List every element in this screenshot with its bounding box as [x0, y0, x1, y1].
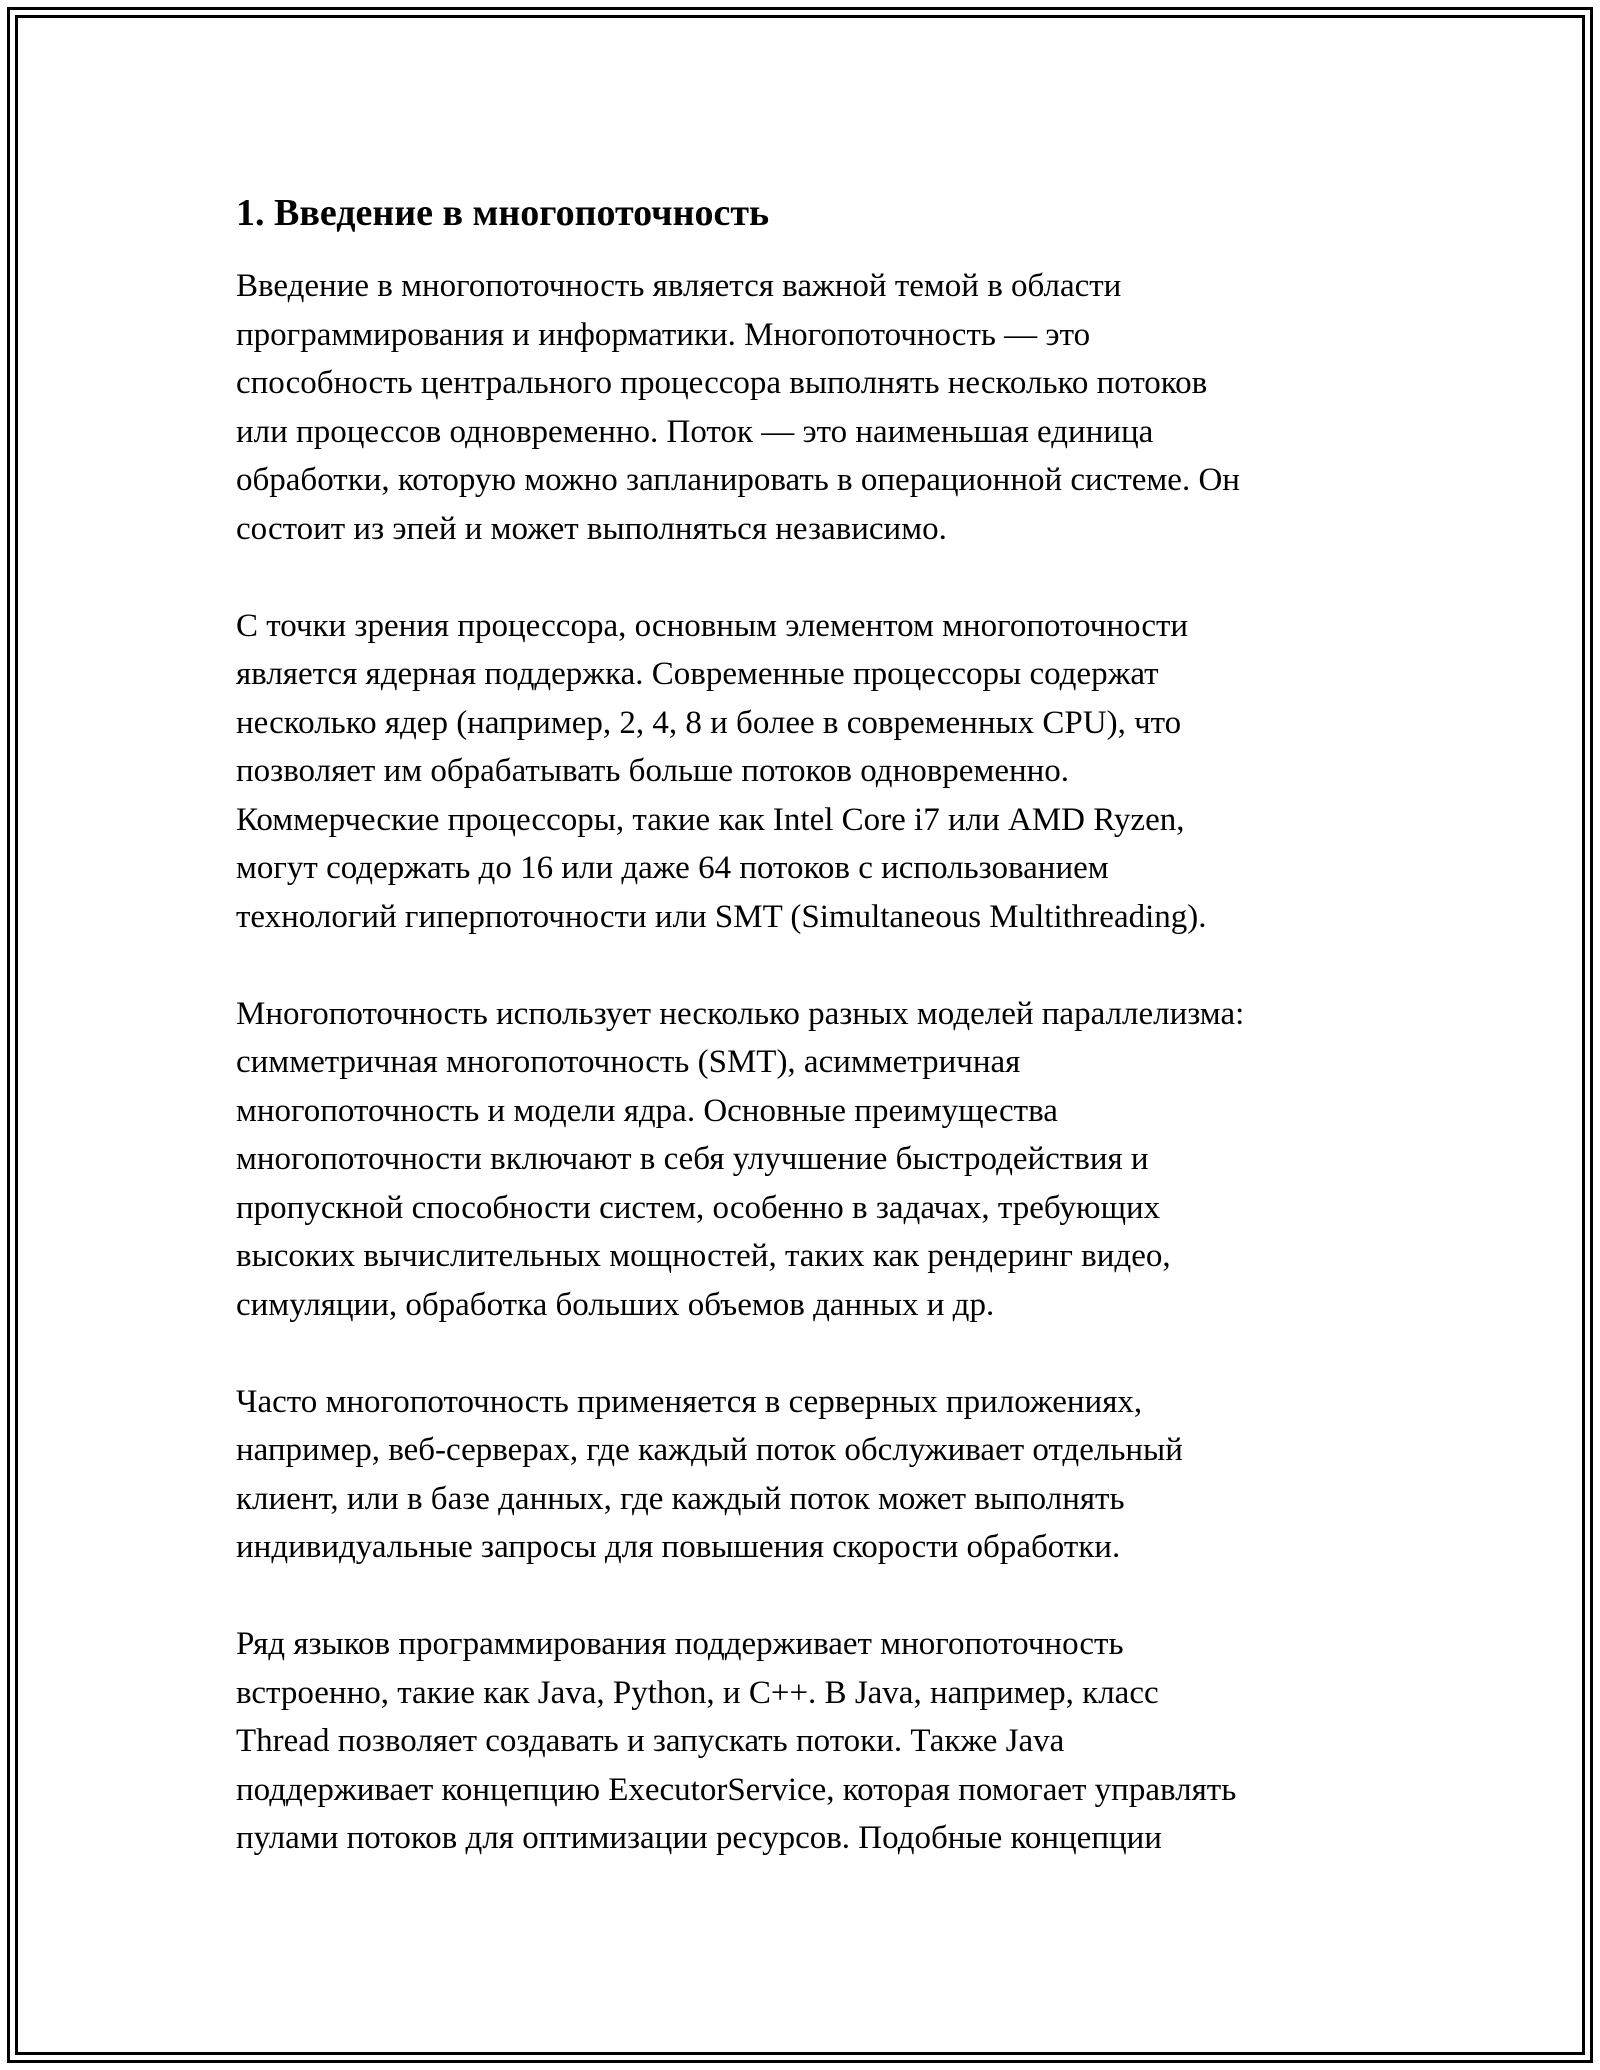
- section-heading: 1. Введение в многопоточность: [236, 192, 770, 234]
- text-line: способность центрального процессора выполнять несколько потоков: [236, 365, 1208, 401]
- text-line: позволяет им обрабатывать больше потоков одновременно.: [236, 753, 1070, 789]
- paragraph-intro: [236, 262, 1366, 553]
- text-line: симуляции, обработка больших объемов данных и др.: [236, 1286, 995, 1323]
- text-line: Thread позволяет создавать и запускать потоки. Также Java: [236, 1723, 1065, 1759]
- text-line: Введение в многопоточность является важной темой в области: [236, 268, 1122, 304]
- text-line: пропускной способности систем, особенно в задачах, требующих: [236, 1189, 1161, 1226]
- text-line: является ядерная поддержка. Современные процессоры содержат: [236, 656, 1159, 692]
- text-line: несколько ядер (например, 2, 4, 8 и более в современных CPU), что: [236, 704, 1182, 741]
- paragraph-servers: [236, 1378, 1366, 1572]
- text-line: программирования и информатики. Многопоточность — это: [236, 316, 1091, 353]
- paragraph-processor: [236, 602, 1366, 942]
- text-line: могут содержать до 16 или даже 64 потоков с использованием: [236, 850, 1109, 886]
- text-line: Ряд языков программирования поддерживает многопоточность: [236, 1626, 1124, 1662]
- text-line: многопоточности включают в себя улучшение быстродействия и: [236, 1141, 1149, 1177]
- text-line: Коммерческие процессоры, такие как Intel Core i7 или AMD Ryzen,: [236, 801, 1185, 838]
- text-line: пулами потоков для оптимизации ресурсов. Подобные концепции: [236, 1820, 1162, 1856]
- paragraph-models: [236, 990, 1366, 1330]
- text-line: клиент, или в базе данных, где каждый поток может выполнять: [236, 1480, 1125, 1517]
- document-body: [236, 186, 1366, 1911]
- text-line: поддерживает концепцию ExecutorService, которая помогает управлять: [236, 1771, 1237, 1808]
- text-line: например, веб-серверах, где каждый поток обслуживает отдельный: [236, 1432, 1183, 1468]
- text-line: Часто многопоточность применяется в серверных приложениях,: [236, 1383, 1143, 1420]
- paragraph-languages: [236, 1620, 1366, 1863]
- text-line: высоких вычислительных мощностей, таких как рендеринг видео,: [236, 1238, 1171, 1274]
- text-line: или процессов одновременно. Поток — это наименьшая единица: [236, 413, 1154, 450]
- text-line: индивидуальные запросы для повышения скорости обработки.: [236, 1529, 1121, 1565]
- text-line: состоит из эпей и может выполняться независимо.: [236, 510, 947, 547]
- text-line: встроенно, такие как Java, Python, и C++. В Java, например, класс: [236, 1674, 1159, 1711]
- text-line: Многопоточность использует несколько разных моделей параллелизма:: [236, 995, 1245, 1032]
- text-line: технологий гиперпоточности или SMT (Simultaneous Multithreading).: [236, 898, 1207, 935]
- text-line: многопоточность и модели ядра. Основные преимущества: [236, 1092, 1058, 1129]
- text-line: симметричная многопоточность (SMT), асимметричная: [236, 1044, 1021, 1080]
- text-line: С точки зрения процессора, основным элементом многопоточности: [236, 607, 1189, 644]
- text-line: обработки, которую можно запланировать в операционной системе. Он: [236, 462, 1240, 498]
